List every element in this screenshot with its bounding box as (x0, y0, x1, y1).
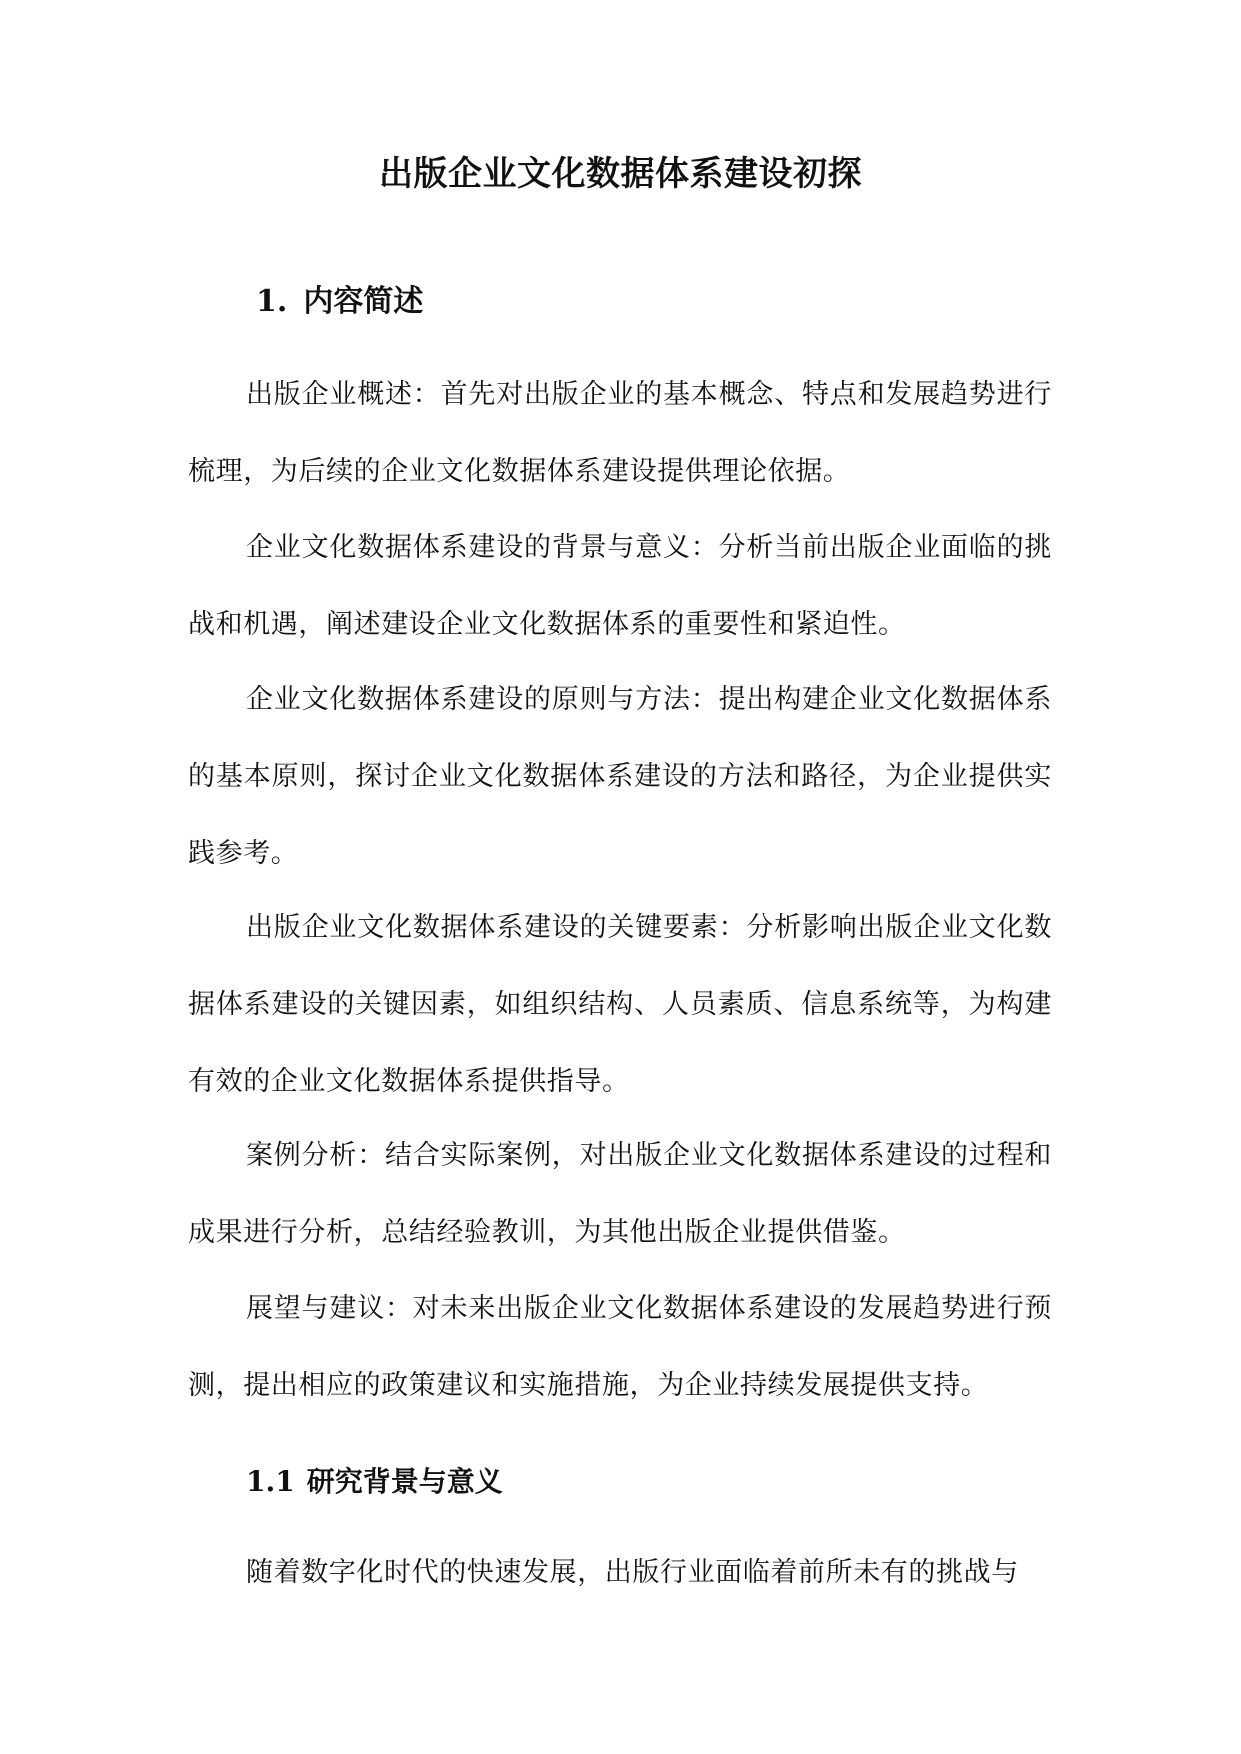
paragraph-background: 企业文化数据体系建设的背景与意义：分析当前出版企业面临的挑战和机遇，阐述建设企业文化数据体系的重要性和紧迫性。 (188, 532, 1052, 640)
paragraph-outlook: 展望与建议：对未来出版企业文化数据体系建设的发展趋势进行预测，提出相应的政策建议和实施措施，为企业持续发展提供支持。 (188, 1293, 1052, 1401)
paragraph-principles: 企业文化数据体系建设的原则与方法：提出构建企业文化数据体系的基本原则，探讨企业文化数据体系建设的方法和路径，为企业提供实践参考。 (188, 684, 1052, 869)
subsection-title: 研究背景与意义 (306, 1465, 503, 1498)
section-title: 内容简述 (303, 284, 424, 319)
paragraph-overview: 出版企业概述：首先对出版企业的基本概念、特点和发展趋势进行梳理，为后续的企业文化数据体系建设提供理论依据。 (188, 379, 1052, 487)
section-heading-1-1 (246, 1460, 503, 1504)
section-heading-1 (256, 280, 423, 324)
paragraph-key-elements: 出版企业文化数据体系建设的关键要素：分析影响出版企业文化数据体系建设的关键因素，如组织结构、人员素质、信息系统等，为构建有效的企业文化数据体系提供指导。 (188, 912, 1052, 1097)
document-title: 出版企业文化数据体系建设初探 (379, 154, 862, 194)
paragraph-case-study: 案例分析：结合实际案例，对出版企业文化数据体系建设的过程和成果进行分析，总结经验教训，为其他出版企业提供借鉴。 (188, 1140, 1052, 1248)
section-number: 1. (256, 284, 288, 319)
paragraph-research-background: 随着数字化时代的快速发展，出版行业面临着前所未有的挑战与 (246, 1557, 1019, 1588)
subsection-number: 1.1 (246, 1465, 295, 1498)
